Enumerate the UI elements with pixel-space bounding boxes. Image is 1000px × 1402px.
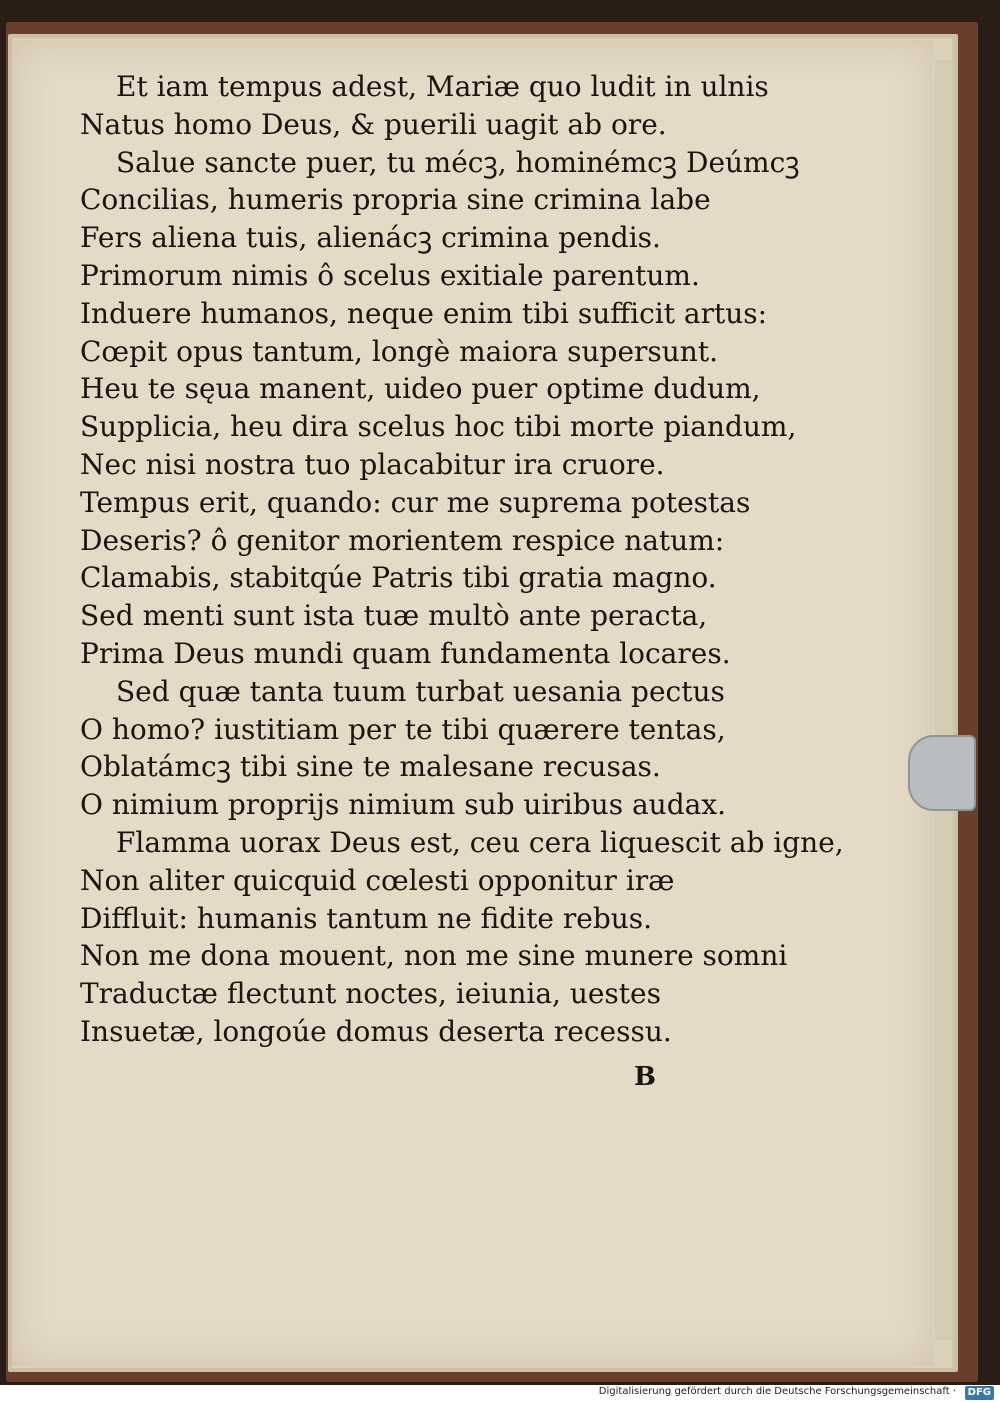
verse-line: Cœpit opus tantum, longè maiora supersunt. [80,334,718,368]
verse-line: Diffluit: humanis tantum ne fidite rebus. [80,901,653,935]
verse-line: Traductæ flectunt noctes, ieiunia, uestes [80,977,661,1011]
verse-line: Oblatámcꝫ tibi sine te malesane recusas. [80,750,661,784]
verse-line: O homo? iustitiam per te tibi quærere tentas, [80,712,726,746]
verse-line: O nimium proprijs nimium sub uiribus audax. [80,788,727,822]
page-clip [908,735,976,811]
poem-text-block [80,68,844,1051]
verse-line: Deseris? ô genitor morientem respice natum: [80,523,725,557]
verse-line: Sed quæ tanta tuum turbat uesania pectus [116,674,725,708]
page-edge [935,60,953,1340]
footer-bar [0,1385,1000,1402]
verse-line: Induere humanos, neque enim tibi sufficit artus: [80,296,768,330]
verse-line: Concilias, humeris propria sine crimina labe [80,183,711,217]
verse-line: Primorum nimis ô scelus exitiale parentum. [80,258,700,292]
verse-line: Insuetæ, longoúe domus deserta recessu. [80,1014,672,1048]
verse-line: Clamabis, stabitqúe Patris tibi gratia magno. [80,561,717,595]
verse-line: Non me dona mouent, non me sine munere somni [80,939,788,973]
funding-credit: Digitalisierung gefördert durch die Deutsche Forschungsgemeinschaft · [598,1386,956,1397]
verse-line: Sed menti sunt ista tuæ multò ante peracta, [80,599,708,633]
verse-line: Supplicia, heu dira scelus hoc tibi morte piandum, [80,410,797,444]
verse-line: Salue sancte puer, tu mécꝫ, hominémcꝫ Deúmcꝫ [116,145,800,179]
verse-line: Non aliter quicquid cœlesti opponitur iræ [80,863,675,897]
verse-line: Tempus erit, quando: cur me suprema potestas [80,485,751,519]
signature-mark: B [634,1062,656,1092]
verse-line: Flamma uorax Deus est, ceu cera liquescit ab igne, [116,825,844,859]
verse-line: Nec nisi nostra tuo placabitur ira cruore. [80,447,665,481]
verse-line: Natus homo Deus, & puerili uagit ab ore. [80,107,667,141]
verse-line: Heu te sęua manent, uideo puer optime dudum, [80,372,761,406]
verse-line: Prima Deus mundi quam fundamenta locares. [80,636,731,670]
verse-line: Et iam tempus adest, Mariæ quo ludit in ulnis [116,70,769,103]
verse-line: Fers aliena tuis, alienácꝫ crimina pendis. [80,221,661,255]
dfg-logo: DFG [965,1386,994,1400]
